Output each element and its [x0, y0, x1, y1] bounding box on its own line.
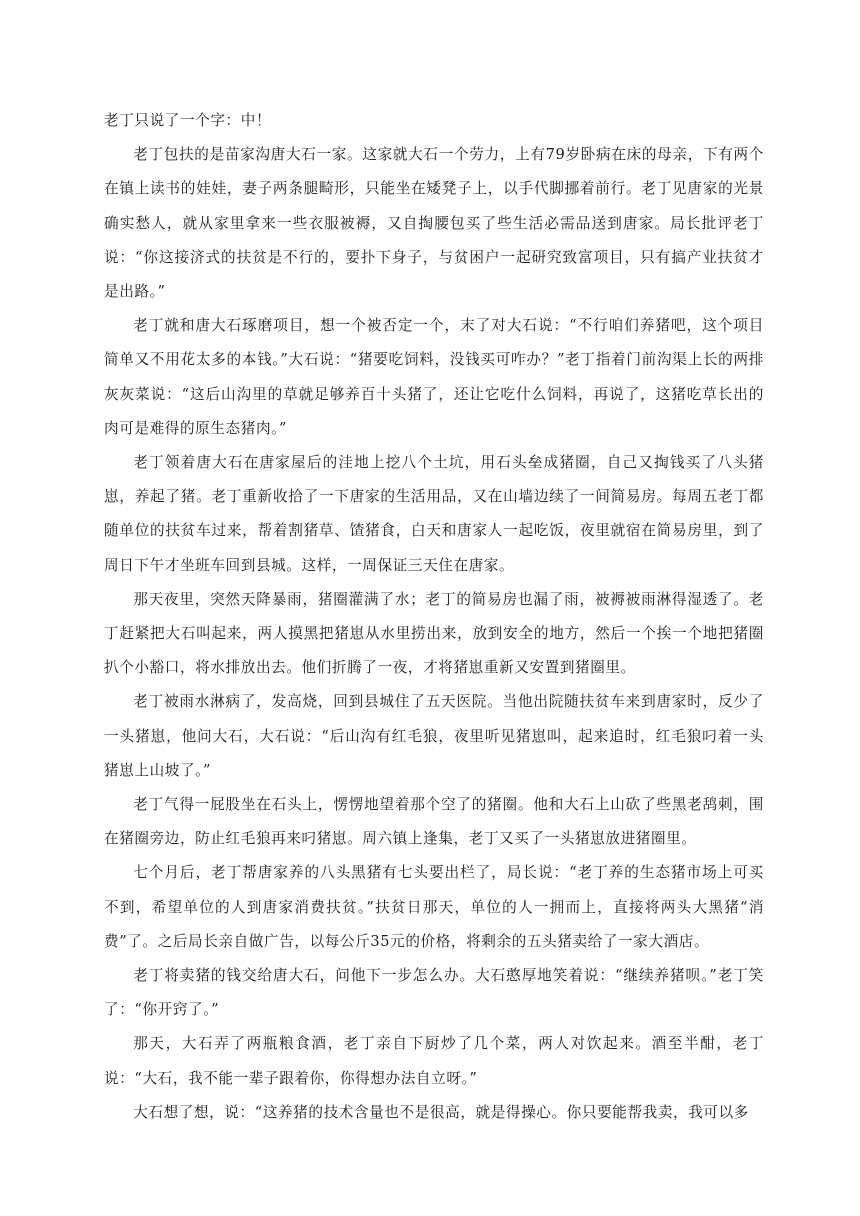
- paragraph-1: 老丁只说了一个字：中！: [104, 112, 272, 129]
- paragraph-10: 那天，大石弄了两瓶粮食酒，老丁亲自下厨炒了几个菜，两人对饮起来。酒至半酣，老丁说：“大石，我不能一辈子跟着你，你得想办法自立呀。”: [104, 1035, 764, 1087]
- paragraph-7: 老丁气得一屁股坐在石头上，愣愣地望着那个空了的猪圈。他和大石上山砍了些黑老鸹刺，围在猪圈旁边，防止红毛狼再来叼猪崽。周六镇上逢集，老丁又买了一头猪崽放进猪圈里。: [104, 796, 764, 848]
- paragraph-8: 七个月后，老丁帮唐家养的八头黑猪有七头要出栏了，局长说：“老丁养的生态猪市场上可买不到，希望单位的人到唐家消费扶贫。”扶贫日那天，单位的人一拥而上，直接将两头大黑猪“消费”了。之后局长亲自做广告，以每公斤35元的价格，将剩余的五头猪卖给了一家大酒店。: [104, 864, 764, 950]
- document-page: [104, 104, 764, 1130]
- paragraph-4: 老丁领着唐大石在唐家屋后的洼地上挖八个土坑，用石头垒成猪圈，自己又掏钱买了八头猪崽，养起了猪。老丁重新收拾了一下唐家的生活用品，又在山墙边续了一间简易房。每周五老丁都随单位的扶贫车过来，帮着割猪草、馇猪食，白天和唐家人一起吃饭，夜里就宿在简易房里，到了周日下午才坐班车回到县城。这样，一周保证三天住在唐家。: [104, 454, 764, 574]
- paragraph-11: 大石想了想，说：“这养猪的技术含量也不是很高，就是得操心。你只要能帮我卖，我可以多: [133, 1103, 750, 1121]
- paragraph-2: 老丁包扶的是苗家沟唐大石一家。这家就大石一个劳力，上有79岁卧病在床的母亲，下有两个在镇上读书的娃娃，妻子两条腿畸形，只能坐在矮凳子上，以手代脚挪着前行。老丁见唐家的光景确实愁人，就从家里拿来一些衣服被褥，又自掏腰包买了些生活必需品送到唐家。局长批评老丁说：“你这接济式的扶贫是不行的，要扑下身子，与贫困户一起研究致富项目，只有搞产业扶贫才是出路。”: [104, 146, 764, 301]
- paragraph-3: 老丁就和唐大石琢磨项目，想一个被否定一个，末了对大石说：“不行咱们养猪吧，这个项目简单又不用花太多的本钱。”大石说：“猪要吃饲料，没钱买可咋办？”老丁指着门前沟渠上长的两排灰灰菜说：“这后山沟里的草就足够养百十头猪了，还让它吃什么饲料，再说了，这猪吃草长出的肉可是难得的原生态猪肉。”: [104, 317, 764, 437]
- paragraph-5: 那天夜里，突然天降暴雨，猪圈灌满了水；老丁的简易房也漏了雨，被褥被雨淋得湿透了。老丁赶紧把大石叫起来，两人摸黑把猪崽从水里捞出来，放到安全的地方，然后一个挨一个地把猪圈扒个小豁口，将水排放出去。他们折腾了一夜，才将猪崽重新又安置到猪圈里。: [104, 590, 764, 677]
- paragraph-9: 老丁将卖猪的钱交给唐大石，问他下一步怎么办。大石憨厚地笑着说：“继续养猪呗。”老丁笑了：“你开窍了。”: [104, 967, 764, 1019]
- paragraph-6: 老丁被雨水淋病了，发高烧，回到县城住了五天医院。当他出院随扶贫车来到唐家时，反少了一头猪崽，他问大石，大石说：“后山沟有红毛狼，夜里听见猪崽叫，起来追时，红毛狼叼着一头猪崽上山坡了。”: [104, 693, 764, 779]
